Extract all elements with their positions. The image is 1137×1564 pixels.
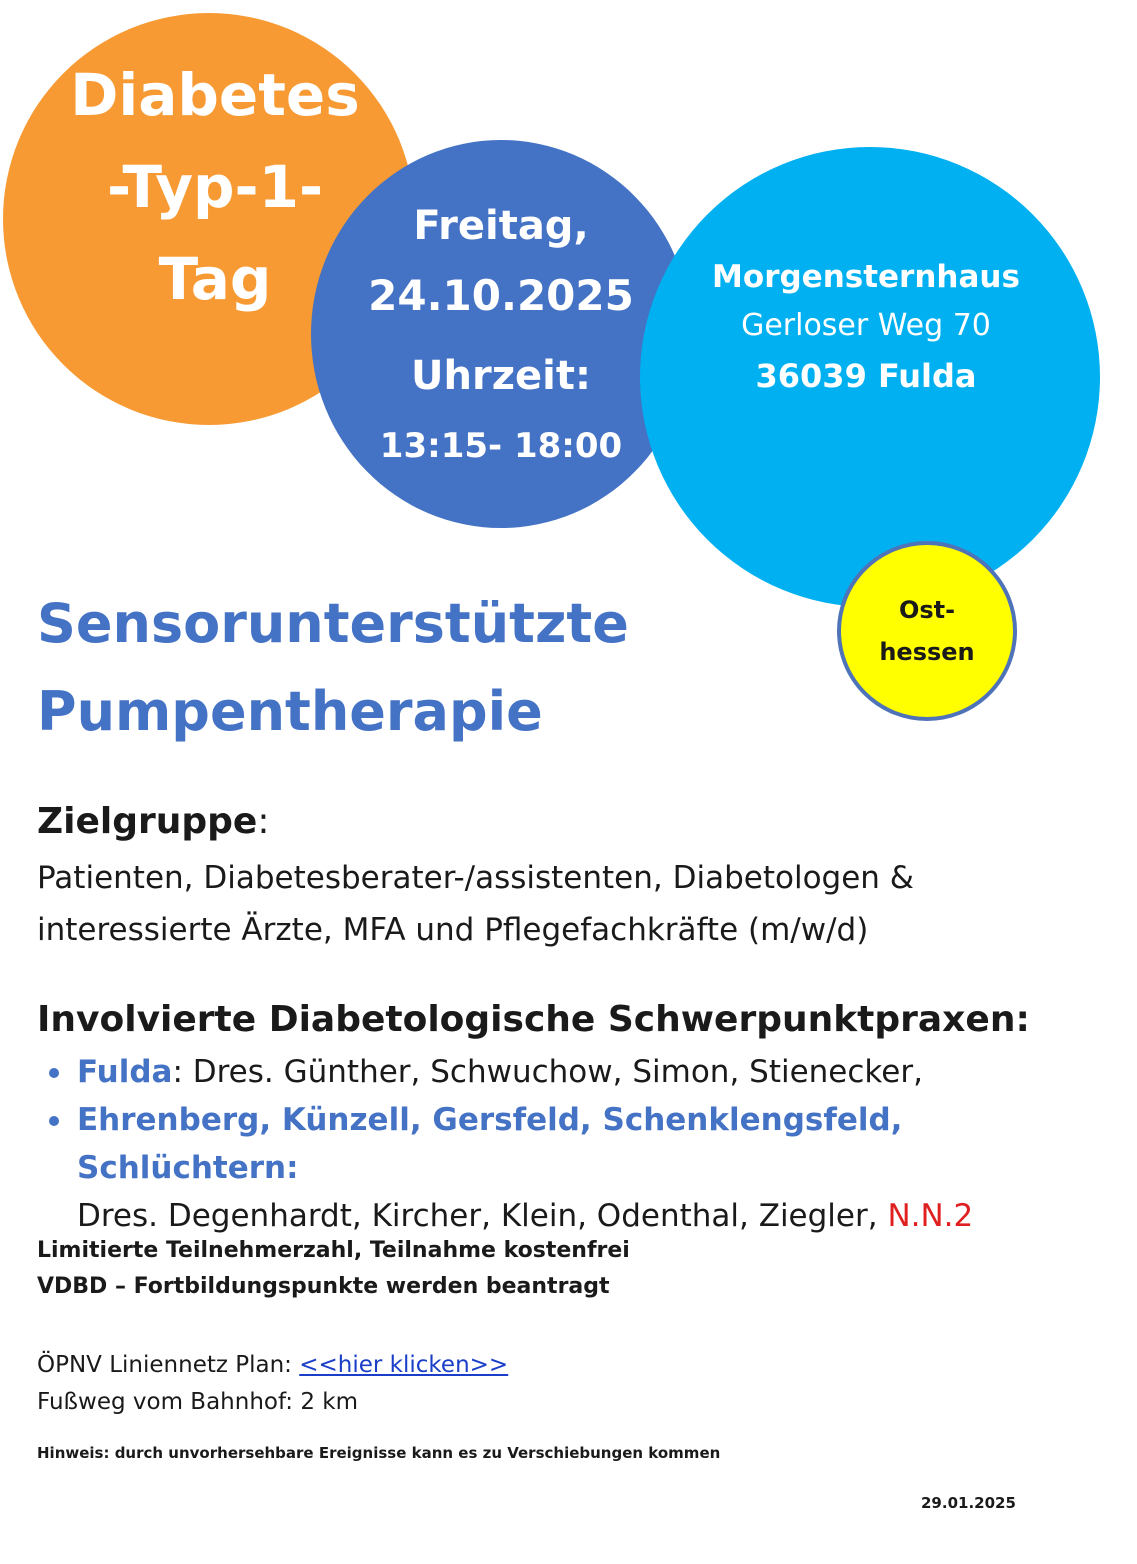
weekday: Freitag, bbox=[413, 203, 589, 249]
bullet-icon bbox=[49, 1116, 59, 1126]
target-group-heading-text: Zielgruppe bbox=[37, 801, 258, 842]
region-line-1: Ost- bbox=[898, 596, 956, 624]
city-address: 36039 Fulda bbox=[755, 357, 977, 395]
transit-line bbox=[37, 1347, 508, 1383]
practices-list bbox=[37, 1048, 1117, 1240]
location-text bbox=[712, 254, 1020, 400]
target-group-text bbox=[37, 852, 1097, 956]
venue-name: Morgensternhaus bbox=[712, 259, 1020, 295]
participants-info: Limitierte Teilnehmerzahl, Teilnahme kostenfrei bbox=[37, 1238, 630, 1263]
event-title-line-1: Diabetes bbox=[70, 61, 360, 129]
practice-places: Ehrenberg, Künzell, Gersfeld, Schenklengsfeld, Schlüchtern: bbox=[77, 1102, 903, 1186]
transit-label: ÖPNV Liniennetz Plan: bbox=[37, 1352, 300, 1378]
disclaimer-note: Hinweis: durch unvorhersehbare Ereignisse kann es zu Verschiebungen kommen bbox=[37, 1444, 721, 1462]
date-time-circle bbox=[311, 140, 691, 528]
target-group-line-1: Patienten, Diabetesberater-/assistenten, Diabetologen & bbox=[37, 860, 914, 896]
time-label: Uhrzeit: bbox=[411, 353, 591, 399]
transit-map-link[interactable]: <<hier klicken>> bbox=[299, 1352, 509, 1378]
credits-info: VDBD – Fortbildungspunkte werden beantragt bbox=[37, 1274, 610, 1299]
region-badge bbox=[837, 541, 1017, 721]
main-headline bbox=[37, 580, 629, 756]
event-date: 24.10.2025 bbox=[368, 271, 634, 320]
practice-names: Dres. Degenhardt, Kircher, Klein, Odenthal, Ziegler, bbox=[77, 1198, 888, 1234]
target-group-heading bbox=[37, 794, 269, 850]
document-date: 29.01.2025 bbox=[921, 1494, 1016, 1512]
walking-distance: Fußweg vom Bahnhof: 2 km bbox=[37, 1389, 358, 1415]
street-address: Gerloser Weg 70 bbox=[741, 308, 991, 343]
practice-item-region bbox=[37, 1096, 1117, 1240]
event-title-line-2: -Typ-1- bbox=[106, 153, 324, 221]
practice-nn: N.N.2 bbox=[887, 1198, 974, 1234]
target-group-line-2: interessierte Ärzte, MFA und Pflegefachkräfte (m/w/d) bbox=[37, 912, 869, 948]
practice-item-fulda bbox=[37, 1048, 1117, 1096]
bullet-icon bbox=[49, 1068, 59, 1078]
target-group-heading-colon: : bbox=[257, 801, 270, 842]
event-time: 13:15- 18:00 bbox=[379, 426, 623, 466]
practice-place: Fulda bbox=[77, 1054, 173, 1090]
location-circle bbox=[640, 147, 1100, 607]
event-title-line-3: Tag bbox=[158, 245, 272, 313]
practices-heading: Involvierte Diabetologische Schwerpunktpraxen: bbox=[37, 999, 1030, 1040]
headline-line-1: Sensorunterstützte bbox=[37, 592, 629, 655]
region-line-2: hessen bbox=[879, 638, 975, 666]
headline-line-2: Pumpentherapie bbox=[37, 680, 543, 743]
practice-names: : Dres. Günther, Schwuchow, Simon, Stienecker, bbox=[172, 1054, 923, 1090]
